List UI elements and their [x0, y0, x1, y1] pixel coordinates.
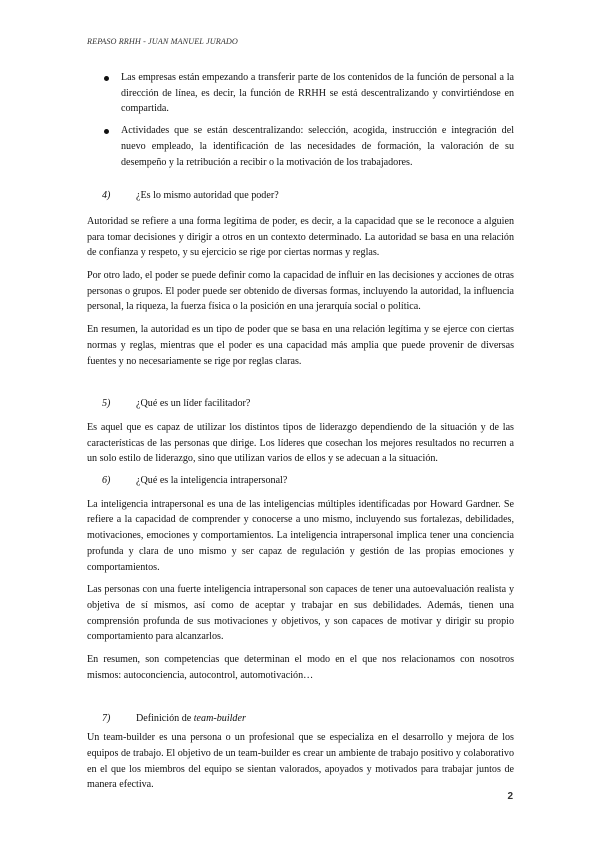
bullet-icon	[104, 129, 109, 134]
page-number: 2	[507, 791, 513, 802]
bullet-icon	[104, 76, 109, 81]
section-title: ¿Qué es un líder facilitador?	[136, 398, 251, 410]
section-6-heading	[87, 473, 514, 489]
list-item: Las empresas están empezando a transferir parte de los contenidos de la función de personal a la dirección de línea, es decir, la función de RRHH se está descentralizando y convirtiéndose en compartida.	[87, 70, 514, 117]
section-4-heading	[87, 188, 514, 204]
section-number: 6)	[102, 475, 111, 487]
list-item: Actividades que se están descentralizando: selección, acogida, instrucción e integración del nuevo empleado, la identificación de las necesidades de formación, la valoración de su desempeño y la retribución a recibir o la motivación de los trabajadores.	[87, 123, 514, 170]
section-7-heading	[87, 711, 514, 727]
paragraph: En resumen, son competencias que determinan el modo en el que nos relacionamos con nosotros mismos: autoconciencia, autocontrol, automotivación…	[87, 654, 514, 681]
section-number: 5)	[102, 398, 111, 410]
running-header: REPASO RRHH - JUAN MANUEL JURADO	[87, 37, 238, 46]
paragraph: Las personas con una fuerte inteligencia intrapersonal son capaces de tener una autoevaluación realista y objetiva de sí mismos, así como de aceptar y trabajar en sus debilidades. Además, tienen una comprensión profunda de sus motivaciones y objetivos, y son capaces de motivar y dirigir su propio comportamiento para alcanzarlos.	[87, 584, 514, 643]
paragraph: En resumen, la autoridad es un tipo de poder que se basa en una relación legítima y se ejerce con ciertas normas y reglas, mientras que el poder es una capacidad más amplia que puede provenir de diversas fuentes y no necesariamente se rige por reglas claras.	[87, 324, 514, 367]
paragraph: Por otro lado, el poder se puede definir como la capacidad de influir en las decisiones y acciones de otras personas o grupos. El poder puede ser obtenido de diversas formas, incluyendo la autoridad, la influencia personal, la riqueza, la fuerza física o la posición en una jerarquía social o política.	[87, 270, 514, 313]
section-title: ¿Qué es la inteligencia intrapersonal?	[136, 475, 288, 487]
section-title: Definición de team-builder	[136, 712, 246, 724]
paragraph: Es aquel que es capaz de utilizar los distintos tipos de liderazgo dependiendo de la situación y de las características de las personas que dirige. Los líderes que cosechan los mejores resultados no recurren a un solo estilo de liderazgo, sino que utilizan varios de ellos y se adecuan a la situación.	[87, 421, 514, 465]
paragraph: La inteligencia intrapersonal es una de las inteligencias múltiples identificadas por Howard Gardner. Se refiere a la capacidad de comprender y conocerse a uno mismo, incluyendo sus fortalezas, debilidades, motivaciones, emociones y comportamientos. La inteligencia intrapersonal implica tener una conciencia profunda y clara de uno mismo y ser capaz de regulación y gestión de las propias emociones y comportamientos.	[87, 498, 514, 573]
section-number: 7)	[102, 712, 111, 724]
paragraph: Un team-builder es una persona o un profesional que se especializa en el desarrollo y mejora de los equipos de trabajo. El objetivo de un team-builder es crear un ambiente de trabajo positivo y colaborativo en el que los miembros del equipo se sientan valorados, apoyados y motivados para trabajar juntos de manera efectiva.	[87, 732, 514, 791]
section-5-heading	[87, 396, 514, 412]
bullet-list	[87, 70, 514, 170]
paragraph: Autoridad se refiere a una forma legítima de poder, es decir, a la capacidad que se le reconoce a alguien para tomar decisiones y dirigir a otros en un contexto determinado. La autoridad se basa en una relación de confianza y respeto, y su ejercicio se rige por ciertas normas y reglas.	[87, 215, 514, 259]
document-body	[87, 70, 514, 793]
section-title: ¿Es lo mismo autoridad que poder?	[136, 190, 279, 202]
section-number: 4)	[102, 190, 111, 202]
